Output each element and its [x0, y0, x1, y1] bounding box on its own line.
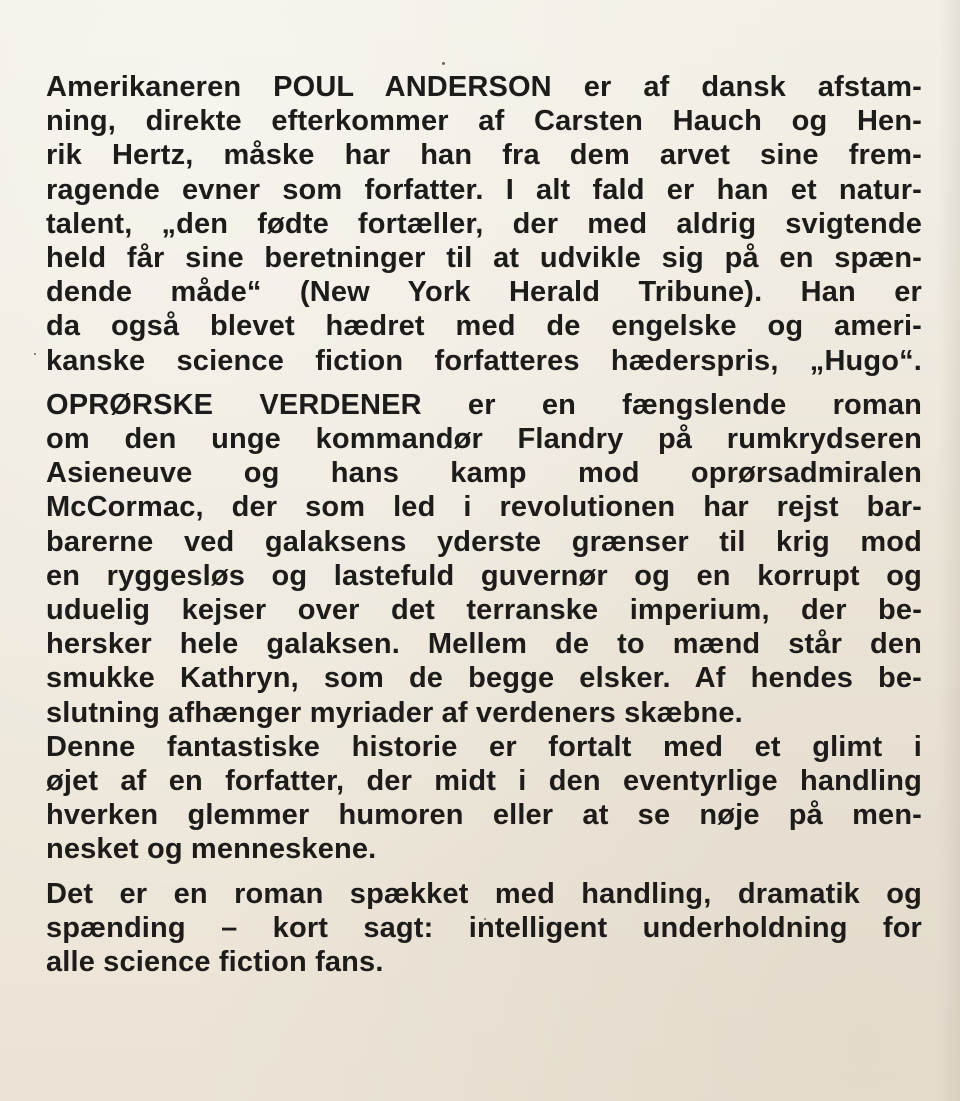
text-line: nesket og menneskene.: [46, 833, 377, 866]
text-line: kanske science fiction forfatteres hæderspris, „Hugo“.: [46, 344, 922, 377]
text-line: barerne ved galaksens yderste grænser til krig mod: [46, 525, 922, 558]
text-line: OPRØRSKE VERDENER er en fængslende roman: [46, 388, 922, 421]
text-line: hverken glemmer humoren eller at se nøje på men-: [46, 799, 922, 832]
paragraph-synopsis: [46, 388, 922, 730]
text-line: alle science fiction fans.: [46, 946, 384, 979]
text-line: spænding – kort sagt: intelligent underholdning for: [46, 911, 922, 944]
text-line: Denne fantastiske historie er fortalt med et glimt i: [46, 730, 922, 763]
text-line: Det er en roman spækket med handling, dramatik og: [46, 877, 922, 910]
page-edge-shadow: [938, 0, 960, 1101]
text-line: en ryggesløs og lastefuld guvernør og en korrupt og: [46, 559, 922, 592]
ink-speck: [34, 353, 36, 355]
paragraph-story-style: [46, 730, 922, 867]
text-line: uduelig kejser over det terranske imperium, der be-: [46, 594, 922, 627]
text-line: om den unge kommandør Flandry på rumkrydseren: [46, 423, 922, 456]
blurb-text: [46, 70, 922, 979]
text-line: talent, „den fødte fortæller, der med aldrig svigtende: [46, 207, 922, 240]
ink-speck: [442, 62, 445, 65]
text-line: ning, direkte efterkommer af Carsten Hauch og Hen-: [46, 105, 922, 138]
text-line: Asieneuve og hans kamp mod oprørsadmiralen: [46, 457, 922, 490]
text-line: Amerikaneren POUL ANDERSON er af dansk afstam-: [46, 71, 922, 103]
paragraph-author-intro: [46, 70, 922, 378]
text-line: ragende evner som forfatter. I alt fald er han et natur-: [46, 173, 922, 206]
text-line: McCormac, der som led i revolutionen har rejst bar-: [46, 491, 922, 524]
text-line: rik Hertz, måske har han fra dem arvet sine frem-: [46, 139, 922, 172]
paragraph-conclusion: [46, 877, 922, 980]
text-line: smukke Kathryn, som de begge elsker. Af hendes be-: [46, 662, 922, 695]
text-line: øjet af en forfatter, der midt i den eventyrlige handling: [46, 765, 922, 798]
text-line: hersker hele galaksen. Mellem de to mænd står den: [46, 628, 922, 661]
text-line: slutning afhænger myriader af verdeners skæbne.: [46, 696, 743, 729]
text-line: da også blevet hædret med de engelske og ameri-: [46, 310, 922, 343]
text-line: held får sine beretninger til at udvikle sig på en spæn-: [46, 242, 922, 275]
text-line: dende måde“ (New York Herald Tribune). Han er: [46, 276, 922, 309]
